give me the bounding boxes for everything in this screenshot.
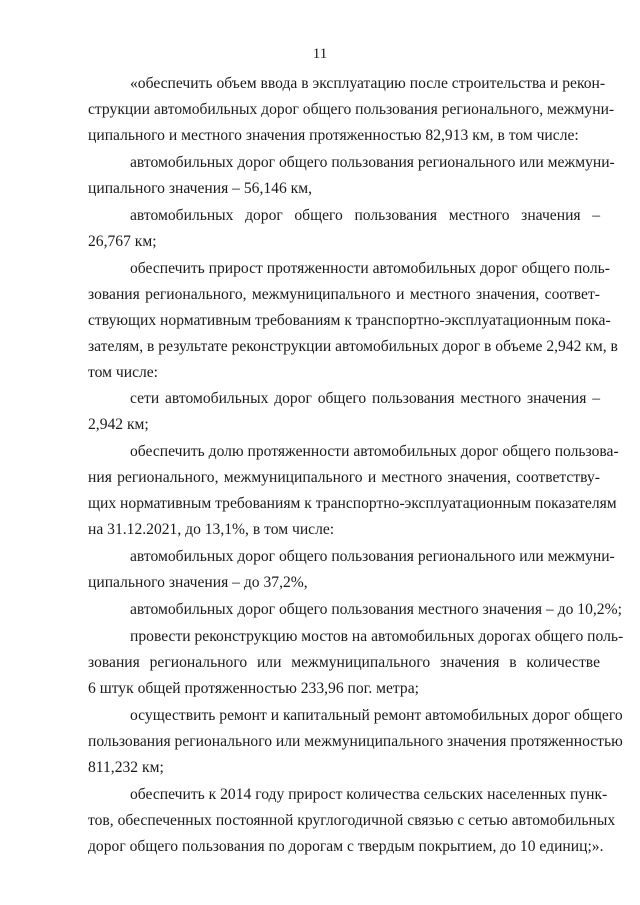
text-line: автомобильных дорог общего пользования местного значения – до 10,2%;: [130, 601, 622, 618]
text-line: струкции автомобильных дорог общего пользования регионального, межмуни-: [88, 101, 615, 118]
text-line: обеспечить долю протяженности автомобильных дорог общего пользова-: [130, 443, 619, 460]
text-line: 26,767 км;: [88, 233, 157, 250]
text-line: дорог общего пользования по дорогам с твердым покрытием, до 10 единиц;».: [88, 838, 604, 855]
text-line: на 31.12.2021, до 13,1%, в том числе:: [88, 521, 335, 538]
text-line: обеспечить прирост протяженности автомобильных дорог общего поль-: [130, 260, 610, 277]
text-line: зования регионального или межмуниципального значения в количестве: [88, 654, 600, 671]
text-line: том числе:: [88, 364, 159, 381]
text-line: щих нормативным требованиям к транспортно-эксплуатационным показателям: [88, 495, 617, 512]
text-line: 2,942 км;: [88, 416, 149, 433]
text-line: зателям, в результате реконструкции автомобильных дорог в объеме 2,942 км, в: [88, 338, 618, 355]
text-line: ствующих нормативным требованиям к транспортно-эксплуатационным пока-: [88, 312, 611, 329]
text-line: ния регионального, межмуниципального и местного значения, соответству-: [88, 469, 600, 486]
text-line: ципального значения – до 37,2%,: [88, 574, 308, 591]
text-line: автомобильных дорог общего пользования местного значения –: [130, 207, 600, 224]
text-line: «обеспечить объем ввода в эксплуатацию после строительства и рекон-: [130, 75, 606, 92]
text-line: ципального значения – 56,146 км,: [88, 180, 312, 197]
text-line: пользования регионального или межмуниципального значения протяженностью: [88, 733, 623, 750]
text-line: тов, обеспеченных постоянной круглогодичной связью с сетью автомобильных: [88, 812, 616, 829]
page-number: 11: [312, 46, 328, 62]
text-line: автомобильных дорог общего пользования регионального или межмуни-: [130, 548, 615, 565]
text-line: 6 штук общей протяженностью 233,96 пог. метра;: [88, 680, 419, 697]
text-line: зования регионального, межмуниципального и местного значения, соответ-: [88, 286, 600, 303]
text-line: сети автомобильных дорог общего пользования местного значения –: [130, 390, 600, 407]
text-line: 811,232 км;: [88, 759, 164, 776]
text-line: автомобильных дорог общего пользования регионального или межмуни-: [130, 154, 615, 171]
text-line: осуществить ремонт и капитальный ремонт автомобильных дорог общего: [130, 707, 623, 724]
text-line: ципального и местного значения протяженностью 82,913 км, в том числе:: [88, 127, 579, 144]
text-line: обеспечить к 2014 году прирост количества сельских населенных пунк-: [130, 786, 608, 803]
text-line: провести реконструкцию мостов на автомобильных дорогах общего поль-: [130, 628, 624, 645]
